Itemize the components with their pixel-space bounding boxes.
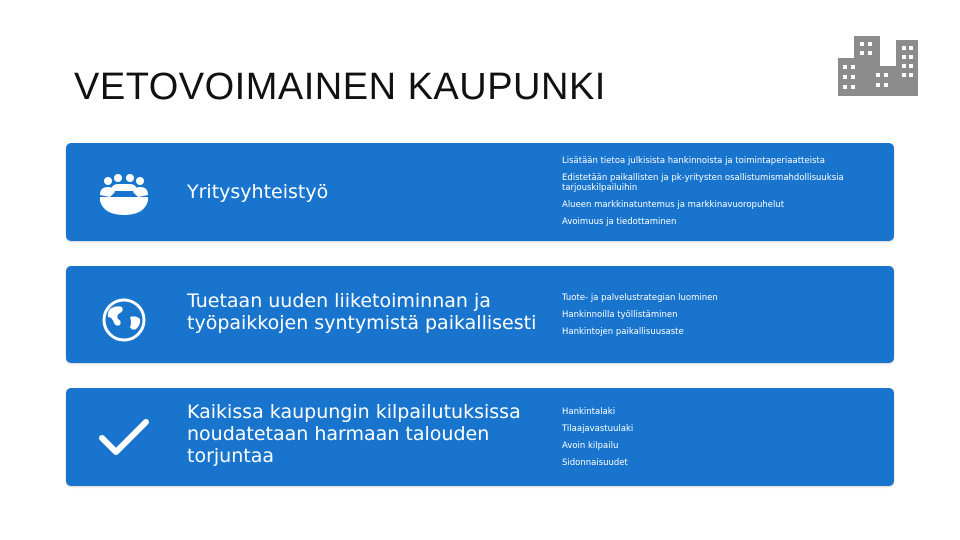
- detail-item: Alueen markkinatuntemus ja markkinavuoropuhelut: [562, 200, 785, 210]
- card-heading: Yritysyhteistyö: [187, 181, 329, 203]
- card-heading: Tuetaan uuden liiketoiminnan ja työpaikkojen syntymistä paikallisesti: [187, 290, 537, 334]
- card-liiketoiminta: [66, 266, 894, 363]
- detail-item: Tilaajavastuulaki: [562, 424, 634, 434]
- detail-list: [562, 407, 882, 475]
- card-harmaa-talous: [66, 388, 894, 486]
- detail-item: Lisätään tietoa julkisista hankinnoista ja toimintaperiaatteista: [562, 156, 825, 166]
- detail-list: [562, 293, 882, 344]
- detail-item: Sidonnaisuudet: [562, 458, 628, 468]
- page-title: VETOVOIMAINEN KAUPUNKI: [74, 66, 606, 108]
- detail-list: [562, 156, 882, 234]
- detail-item: Hankinnoilla työllistäminen: [562, 310, 678, 320]
- city-buildings-icon: [836, 34, 920, 98]
- detail-item: Avoin kilpailu: [562, 441, 619, 451]
- detail-item: Edistetään paikallisten ja pk-yritysten osallistumismahdollisuuksia tarjouskilpailuihin: [562, 173, 844, 193]
- detail-item: Hankintojen paikallisuusaste: [562, 327, 684, 337]
- card-heading: Kaikissa kaupungin kilpailutuksissa noudatetaan harmaan talouden torjuntaa: [187, 401, 521, 467]
- detail-item: Hankintalaki: [562, 407, 616, 417]
- detail-item: Tuote- ja palvelustrategian luominen: [562, 293, 718, 303]
- checkmark-icon: [96, 412, 152, 460]
- group-people-icon: [96, 173, 152, 217]
- globe-icon: [96, 295, 152, 343]
- card-yritysyhteistyo: [66, 143, 894, 241]
- detail-item: Avoimuus ja tiedottaminen: [562, 217, 677, 227]
